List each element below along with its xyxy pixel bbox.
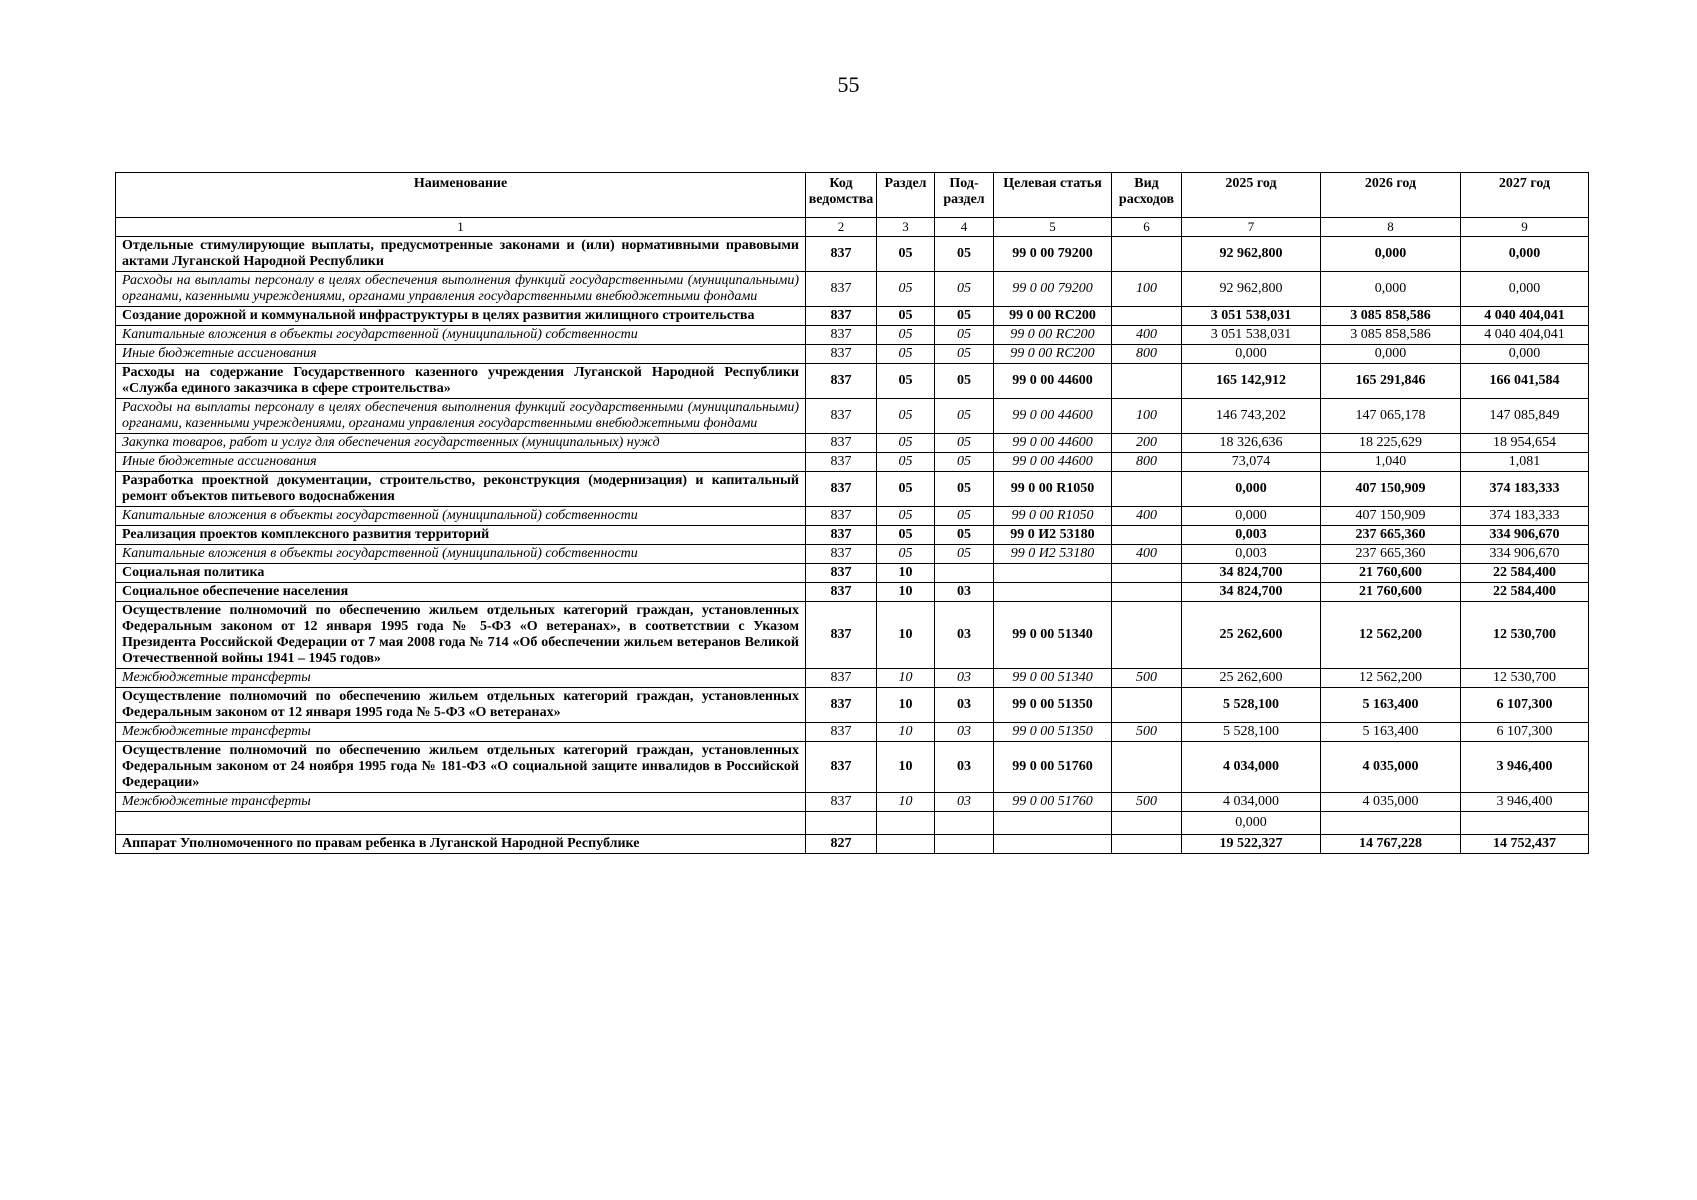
- cell-2026: 237 665,360: [1321, 526, 1461, 545]
- cell-vid: [1112, 237, 1182, 272]
- cell-kod: 837: [806, 345, 877, 364]
- cell-2026: 0,000: [1321, 272, 1461, 307]
- cell-2026: 0,000: [1321, 345, 1461, 364]
- cell-name: Осуществление полномочий по обеспечению жильем отдельных категорий граждан, установленных Федеральным законом от 12 января 1995 года № 5-ФЗ «О ветеранах»: [116, 688, 806, 723]
- cell-statya: [994, 812, 1112, 835]
- cell-kod: 837: [806, 526, 877, 545]
- cell-razdel: [877, 812, 935, 835]
- cell-statya: 99 0 00 RC200: [994, 326, 1112, 345]
- cell-razdel: 05: [877, 472, 935, 507]
- cell-kod: 837: [806, 507, 877, 526]
- cell-vid: 500: [1112, 723, 1182, 742]
- cell-2026: 18 225,629: [1321, 434, 1461, 453]
- cell-2027: 18 954,654: [1461, 434, 1589, 453]
- cell-statya: 99 0 00 79200: [994, 237, 1112, 272]
- cell-kod: 837: [806, 453, 877, 472]
- cell-razdel: 05: [877, 507, 935, 526]
- cell-name: Межбюджетные трансферты: [116, 793, 806, 812]
- cell-kod: 837: [806, 793, 877, 812]
- cell-2026: 3 085 858,586: [1321, 326, 1461, 345]
- column-number: 6: [1112, 218, 1182, 237]
- cell-name: Межбюджетные трансферты: [116, 669, 806, 688]
- cell-2025: 18 326,636: [1182, 434, 1321, 453]
- cell-podrazdel: 03: [935, 742, 994, 793]
- cell-razdel: 10: [877, 669, 935, 688]
- cell-kod: 837: [806, 307, 877, 326]
- column-number: 9: [1461, 218, 1589, 237]
- cell-2026: 21 760,600: [1321, 564, 1461, 583]
- table-row: [116, 272, 1589, 307]
- cell-name: Разработка проектной документации, строительство, реконструкция (модернизация) и капитальный ремонт объектов питьевого водоснабжения: [116, 472, 806, 507]
- cell-razdel: 10: [877, 793, 935, 812]
- table-row: [116, 812, 1589, 835]
- cell-2027: 374 183,333: [1461, 472, 1589, 507]
- cell-razdel: 10: [877, 723, 935, 742]
- cell-2026: 3 085 858,586: [1321, 307, 1461, 326]
- cell-2025: 4 034,000: [1182, 742, 1321, 793]
- cell-statya: 99 0 00 51350: [994, 723, 1112, 742]
- cell-2027: 12 530,700: [1461, 602, 1589, 669]
- cell-vid: 800: [1112, 345, 1182, 364]
- cell-podrazdel: 05: [935, 364, 994, 399]
- cell-2025: 92 962,800: [1182, 237, 1321, 272]
- cell-2026: 14 767,228: [1321, 835, 1461, 854]
- cell-kod: 837: [806, 399, 877, 434]
- cell-statya: 99 0 00 44600: [994, 364, 1112, 399]
- table-row: [116, 793, 1589, 812]
- cell-name: Осуществление полномочий по обеспечению жильем отдельных категорий граждан, установленных Федеральным законом от 12 января 1995 года № 5-ФЗ «О ветеранах», в соответствии с Указом Президента Российской Федерации от 7 мая 2008 года № 714 «Об обеспечении жильем ветеранов Великой Отечественной войны 1941 – 1945 годов»: [116, 602, 806, 669]
- cell-statya: 99 0 00 RC200: [994, 307, 1112, 326]
- column-number: 1: [116, 218, 806, 237]
- cell-podrazdel: [935, 812, 994, 835]
- cell-vid: [1112, 472, 1182, 507]
- cell-razdel: 05: [877, 364, 935, 399]
- cell-podrazdel: 05: [935, 507, 994, 526]
- cell-2025: 0,003: [1182, 545, 1321, 564]
- cell-vid: [1112, 688, 1182, 723]
- cell-kod: [806, 812, 877, 835]
- cell-vid: 500: [1112, 793, 1182, 812]
- cell-razdel: 05: [877, 453, 935, 472]
- cell-podrazdel: 03: [935, 602, 994, 669]
- cell-statya: 99 0 00 51350: [994, 688, 1112, 723]
- cell-name: Социальное обеспечение населения: [116, 583, 806, 602]
- cell-2026: 4 035,000: [1321, 742, 1461, 793]
- header-razdel: Раздел: [877, 173, 935, 218]
- cell-2027: 334 906,670: [1461, 526, 1589, 545]
- cell-statya: 99 0 00 44600: [994, 434, 1112, 453]
- cell-2026: 147 065,178: [1321, 399, 1461, 434]
- cell-kod: 837: [806, 583, 877, 602]
- cell-podrazdel: 03: [935, 723, 994, 742]
- cell-2025: 92 962,800: [1182, 272, 1321, 307]
- table-body: [116, 237, 1589, 854]
- table-row: [116, 237, 1589, 272]
- cell-name: Социальная политика: [116, 564, 806, 583]
- cell-podrazdel: 03: [935, 583, 994, 602]
- cell-2027: 147 085,849: [1461, 399, 1589, 434]
- cell-2025: 0,000: [1182, 812, 1321, 835]
- cell-2025: 34 824,700: [1182, 583, 1321, 602]
- cell-vid: 200: [1112, 434, 1182, 453]
- cell-2025: 0,003: [1182, 526, 1321, 545]
- cell-statya: 99 0 00 44600: [994, 453, 1112, 472]
- header-kod: Код ведомства: [806, 173, 877, 218]
- cell-razdel: 10: [877, 688, 935, 723]
- cell-2025: 5 528,100: [1182, 688, 1321, 723]
- cell-kod: 837: [806, 545, 877, 564]
- cell-2027: 374 183,333: [1461, 507, 1589, 526]
- cell-statya: 99 0 00 44600: [994, 399, 1112, 434]
- cell-kod: 837: [806, 364, 877, 399]
- cell-statya: 99 0 И2 53180: [994, 545, 1112, 564]
- header-row: [116, 173, 1589, 218]
- cell-2027: 334 906,670: [1461, 545, 1589, 564]
- table-row: [116, 453, 1589, 472]
- cell-podrazdel: 05: [935, 434, 994, 453]
- cell-kod: 837: [806, 688, 877, 723]
- table-row: [116, 345, 1589, 364]
- cell-vid: 800: [1112, 453, 1182, 472]
- cell-2025: 4 034,000: [1182, 793, 1321, 812]
- cell-2027: 0,000: [1461, 345, 1589, 364]
- table-row: [116, 688, 1589, 723]
- cell-kod: 837: [806, 669, 877, 688]
- cell-2025: 0,000: [1182, 507, 1321, 526]
- cell-name: Расходы на выплаты персоналу в целях обеспечения выполнения функций государственными (муниципальными) органами, казенными учреждениями, органами управления государственными внебюджетными фондами: [116, 272, 806, 307]
- cell-2027: 6 107,300: [1461, 688, 1589, 723]
- cell-kod: 837: [806, 434, 877, 453]
- cell-2027: 1,081: [1461, 453, 1589, 472]
- cell-statya: [994, 583, 1112, 602]
- cell-name: Иные бюджетные ассигнования: [116, 345, 806, 364]
- cell-2027: 22 584,400: [1461, 583, 1589, 602]
- cell-vid: [1112, 307, 1182, 326]
- cell-2025: 0,000: [1182, 472, 1321, 507]
- cell-kod: 837: [806, 602, 877, 669]
- cell-podrazdel: 05: [935, 472, 994, 507]
- cell-2026: 165 291,846: [1321, 364, 1461, 399]
- cell-podrazdel: 05: [935, 345, 994, 364]
- cell-vid: [1112, 364, 1182, 399]
- cell-podrazdel: 05: [935, 399, 994, 434]
- cell-podrazdel: 05: [935, 272, 994, 307]
- cell-2026: 407 150,909: [1321, 507, 1461, 526]
- cell-statya: 99 0 И2 53180: [994, 526, 1112, 545]
- header-podrazdel: Под-раздел: [935, 173, 994, 218]
- cell-podrazdel: 05: [935, 237, 994, 272]
- cell-vid: 500: [1112, 669, 1182, 688]
- cell-razdel: 10: [877, 602, 935, 669]
- table-row: [116, 364, 1589, 399]
- cell-kod: 837: [806, 723, 877, 742]
- cell-razdel: 05: [877, 399, 935, 434]
- cell-name: Капитальные вложения в объекты государственной (муниципальной) собственности: [116, 326, 806, 345]
- cell-2027: 166 041,584: [1461, 364, 1589, 399]
- cell-vid: [1112, 812, 1182, 835]
- cell-vid: [1112, 583, 1182, 602]
- cell-razdel: 05: [877, 526, 935, 545]
- page-number: 55: [837, 72, 860, 97]
- cell-vid: [1112, 564, 1182, 583]
- cell-2025: 25 262,600: [1182, 602, 1321, 669]
- column-number: 5: [994, 218, 1112, 237]
- budget-table: [115, 172, 1589, 854]
- cell-name: Капитальные вложения в объекты государственной (муниципальной) собственности: [116, 545, 806, 564]
- cell-kod: 837: [806, 237, 877, 272]
- table-row: [116, 742, 1589, 793]
- table-row: [116, 564, 1589, 583]
- header-statya: Целевая статья: [994, 173, 1112, 218]
- cell-2026: 12 562,200: [1321, 602, 1461, 669]
- cell-kod: 837: [806, 272, 877, 307]
- column-number: 2: [806, 218, 877, 237]
- cell-statya: 99 0 00 RC200: [994, 345, 1112, 364]
- cell-2026: 5 163,400: [1321, 723, 1461, 742]
- cell-kod: 837: [806, 742, 877, 793]
- cell-2026: 1,040: [1321, 453, 1461, 472]
- table-row: [116, 583, 1589, 602]
- cell-podrazdel: 05: [935, 307, 994, 326]
- cell-2026: 0,000: [1321, 237, 1461, 272]
- cell-razdel: 05: [877, 434, 935, 453]
- cell-razdel: 05: [877, 326, 935, 345]
- cell-statya: [994, 564, 1112, 583]
- cell-razdel: 10: [877, 742, 935, 793]
- cell-kod: 837: [806, 472, 877, 507]
- header-vid: Вид расходов: [1112, 173, 1182, 218]
- cell-vid: 400: [1112, 545, 1182, 564]
- cell-podrazdel: 05: [935, 526, 994, 545]
- table-row: [116, 434, 1589, 453]
- cell-podrazdel: 03: [935, 793, 994, 812]
- header-2025: 2025 год: [1182, 173, 1321, 218]
- cell-2025: 34 824,700: [1182, 564, 1321, 583]
- cell-razdel: 10: [877, 564, 935, 583]
- column-number: 4: [935, 218, 994, 237]
- cell-2027: 0,000: [1461, 272, 1589, 307]
- cell-razdel: 05: [877, 345, 935, 364]
- table-row: [116, 507, 1589, 526]
- cell-2027: 4 040 404,041: [1461, 307, 1589, 326]
- cell-vid: 400: [1112, 507, 1182, 526]
- cell-razdel: 05: [877, 272, 935, 307]
- cell-2025: 19 522,327: [1182, 835, 1321, 854]
- cell-2025: 3 051 538,031: [1182, 326, 1321, 345]
- table-row: [116, 399, 1589, 434]
- table-row: [116, 307, 1589, 326]
- table-row: [116, 326, 1589, 345]
- cell-2025: 146 743,202: [1182, 399, 1321, 434]
- cell-name: Межбюджетные трансферты: [116, 723, 806, 742]
- cell-2026: 237 665,360: [1321, 545, 1461, 564]
- cell-name: Капитальные вложения в объекты государственной (муниципальной) собственности: [116, 507, 806, 526]
- cell-vid: 100: [1112, 399, 1182, 434]
- cell-podrazdel: 05: [935, 453, 994, 472]
- cell-name: Аппарат Уполномоченного по правам ребенка в Луганской Народной Республике: [116, 835, 806, 854]
- header-2026: 2026 год: [1321, 173, 1461, 218]
- cell-podrazdel: [935, 835, 994, 854]
- cell-name: Иные бюджетные ассигнования: [116, 453, 806, 472]
- cell-2027: 0,000: [1461, 237, 1589, 272]
- cell-2027: 22 584,400: [1461, 564, 1589, 583]
- table-row: [116, 526, 1589, 545]
- column-number: 7: [1182, 218, 1321, 237]
- cell-2026: 4 035,000: [1321, 793, 1461, 812]
- cell-2027: 3 946,400: [1461, 793, 1589, 812]
- cell-2026: [1321, 812, 1461, 835]
- table-row: [116, 723, 1589, 742]
- cell-statya: [994, 835, 1112, 854]
- cell-razdel: 05: [877, 237, 935, 272]
- cell-razdel: 05: [877, 545, 935, 564]
- cell-2025: 3 051 538,031: [1182, 307, 1321, 326]
- table-row: [116, 602, 1589, 669]
- cell-vid: [1112, 742, 1182, 793]
- cell-statya: 99 0 00 R1050: [994, 472, 1112, 507]
- cell-name: Закупка товаров, работ и услуг для обеспечения государственных (муниципальных) нужд: [116, 434, 806, 453]
- cell-2027: 4 040 404,041: [1461, 326, 1589, 345]
- cell-2025: 73,074: [1182, 453, 1321, 472]
- column-number: 8: [1321, 218, 1461, 237]
- cell-2027: 6 107,300: [1461, 723, 1589, 742]
- cell-2026: 407 150,909: [1321, 472, 1461, 507]
- cell-statya: 99 0 00 51340: [994, 669, 1112, 688]
- table-row: [116, 472, 1589, 507]
- cell-2026: 5 163,400: [1321, 688, 1461, 723]
- cell-2025: 5 528,100: [1182, 723, 1321, 742]
- table-row: [116, 835, 1589, 854]
- cell-2026: 21 760,600: [1321, 583, 1461, 602]
- column-number-row: [116, 218, 1589, 237]
- cell-podrazdel: 03: [935, 669, 994, 688]
- cell-2025: 0,000: [1182, 345, 1321, 364]
- cell-name: Реализация проектов комплексного развития территорий: [116, 526, 806, 545]
- cell-kod: 827: [806, 835, 877, 854]
- cell-name: Расходы на выплаты персоналу в целях обеспечения выполнения функций государственными (муниципальными) органами, казенными учреждениями, органами управления государственными внебюджетными фондами: [116, 399, 806, 434]
- cell-vid: 100: [1112, 272, 1182, 307]
- table-row: [116, 545, 1589, 564]
- cell-podrazdel: 05: [935, 326, 994, 345]
- cell-statya: 99 0 00 51760: [994, 742, 1112, 793]
- cell-2027: 12 530,700: [1461, 669, 1589, 688]
- cell-razdel: 05: [877, 307, 935, 326]
- cell-name: [116, 812, 806, 835]
- cell-2026: 12 562,200: [1321, 669, 1461, 688]
- cell-name: Осуществление полномочий по обеспечению жильем отдельных категорий граждан, установленных Федеральным законом от 24 ноября 1995 года № 181-ФЗ «О социальной защите инвалидов в Российской Федерации»: [116, 742, 806, 793]
- cell-statya: 99 0 00 79200: [994, 272, 1112, 307]
- cell-podrazdel: 05: [935, 545, 994, 564]
- cell-razdel: 10: [877, 583, 935, 602]
- column-number: 3: [877, 218, 935, 237]
- cell-2027: 14 752,437: [1461, 835, 1589, 854]
- cell-2025: 25 262,600: [1182, 669, 1321, 688]
- cell-statya: 99 0 00 51340: [994, 602, 1112, 669]
- cell-kod: 837: [806, 326, 877, 345]
- cell-2025: 165 142,912: [1182, 364, 1321, 399]
- cell-razdel: [877, 835, 935, 854]
- cell-vid: [1112, 835, 1182, 854]
- header-name: Наименование: [116, 173, 806, 218]
- cell-2027: [1461, 812, 1589, 835]
- cell-vid: [1112, 602, 1182, 669]
- cell-podrazdel: 03: [935, 688, 994, 723]
- cell-name: Создание дорожной и коммунальной инфраструктуры в целях развития жилищного строительства: [116, 307, 806, 326]
- cell-kod: 837: [806, 564, 877, 583]
- cell-name: Расходы на содержание Государственного казенного учреждения Луганской Народной Республики «Служба единого заказчика в сфере строительства»: [116, 364, 806, 399]
- cell-name: Отдельные стимулирующие выплаты, предусмотренные законами и (или) нормативными правовыми актами Луганской Народной Республики: [116, 237, 806, 272]
- cell-statya: 99 0 00 R1050: [994, 507, 1112, 526]
- cell-vid: 400: [1112, 326, 1182, 345]
- header-2027: 2027 год: [1461, 173, 1589, 218]
- cell-statya: 99 0 00 51760: [994, 793, 1112, 812]
- cell-podrazdel: [935, 564, 994, 583]
- cell-2027: 3 946,400: [1461, 742, 1589, 793]
- table-row: [116, 669, 1589, 688]
- cell-vid: [1112, 526, 1182, 545]
